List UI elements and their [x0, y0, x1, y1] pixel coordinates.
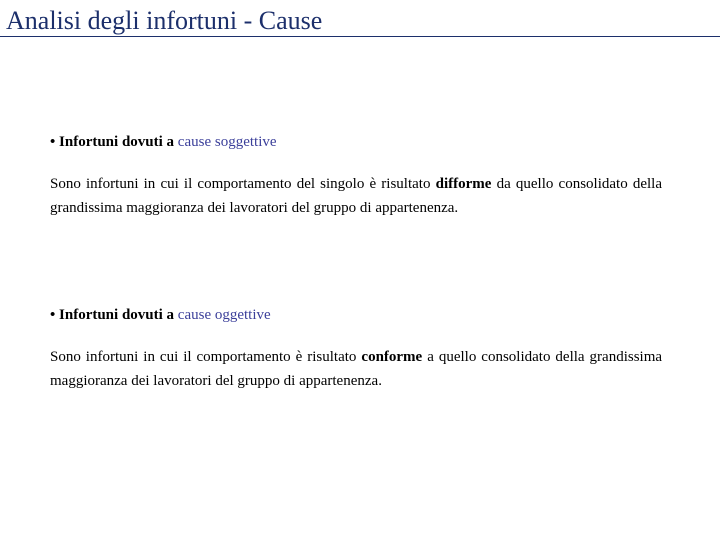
bullet-heading: [50, 132, 662, 152]
heading-prefix: Infortuni dovuti a: [59, 134, 175, 150]
bullet-marker: •: [50, 134, 56, 150]
heading-prefix: Infortuni dovuti a: [59, 307, 175, 323]
text-before: Sono infortuni in cui il comportamento è risultato: [50, 349, 357, 365]
description-paragraph: [50, 172, 662, 220]
text-before: Sono infortuni in cui il comportamento del singolo è risultato: [50, 176, 431, 192]
heading-highlight: cause oggettive: [177, 307, 271, 323]
title-underline: [0, 36, 720, 37]
bullet-marker: •: [50, 307, 56, 323]
slide-title: Analisi degli infortuni - Cause: [6, 6, 323, 35]
bullet-heading: [50, 305, 662, 325]
heading-highlight: cause soggettive: [177, 134, 277, 150]
section-objective-causes: [50, 305, 662, 393]
text-after: a quello consolidato della grandissima maggioranza dei lavoratori del gruppo di appartenenza.: [50, 349, 663, 389]
description-paragraph: [50, 345, 662, 393]
text-after: da quello consolidato della grandissima maggioranza dei lavoratori del gruppo di appartenenza.: [50, 176, 662, 216]
text-emphasis: difforme: [435, 176, 492, 192]
section-subjective-causes: [50, 132, 662, 220]
text-emphasis: conforme: [361, 349, 423, 365]
